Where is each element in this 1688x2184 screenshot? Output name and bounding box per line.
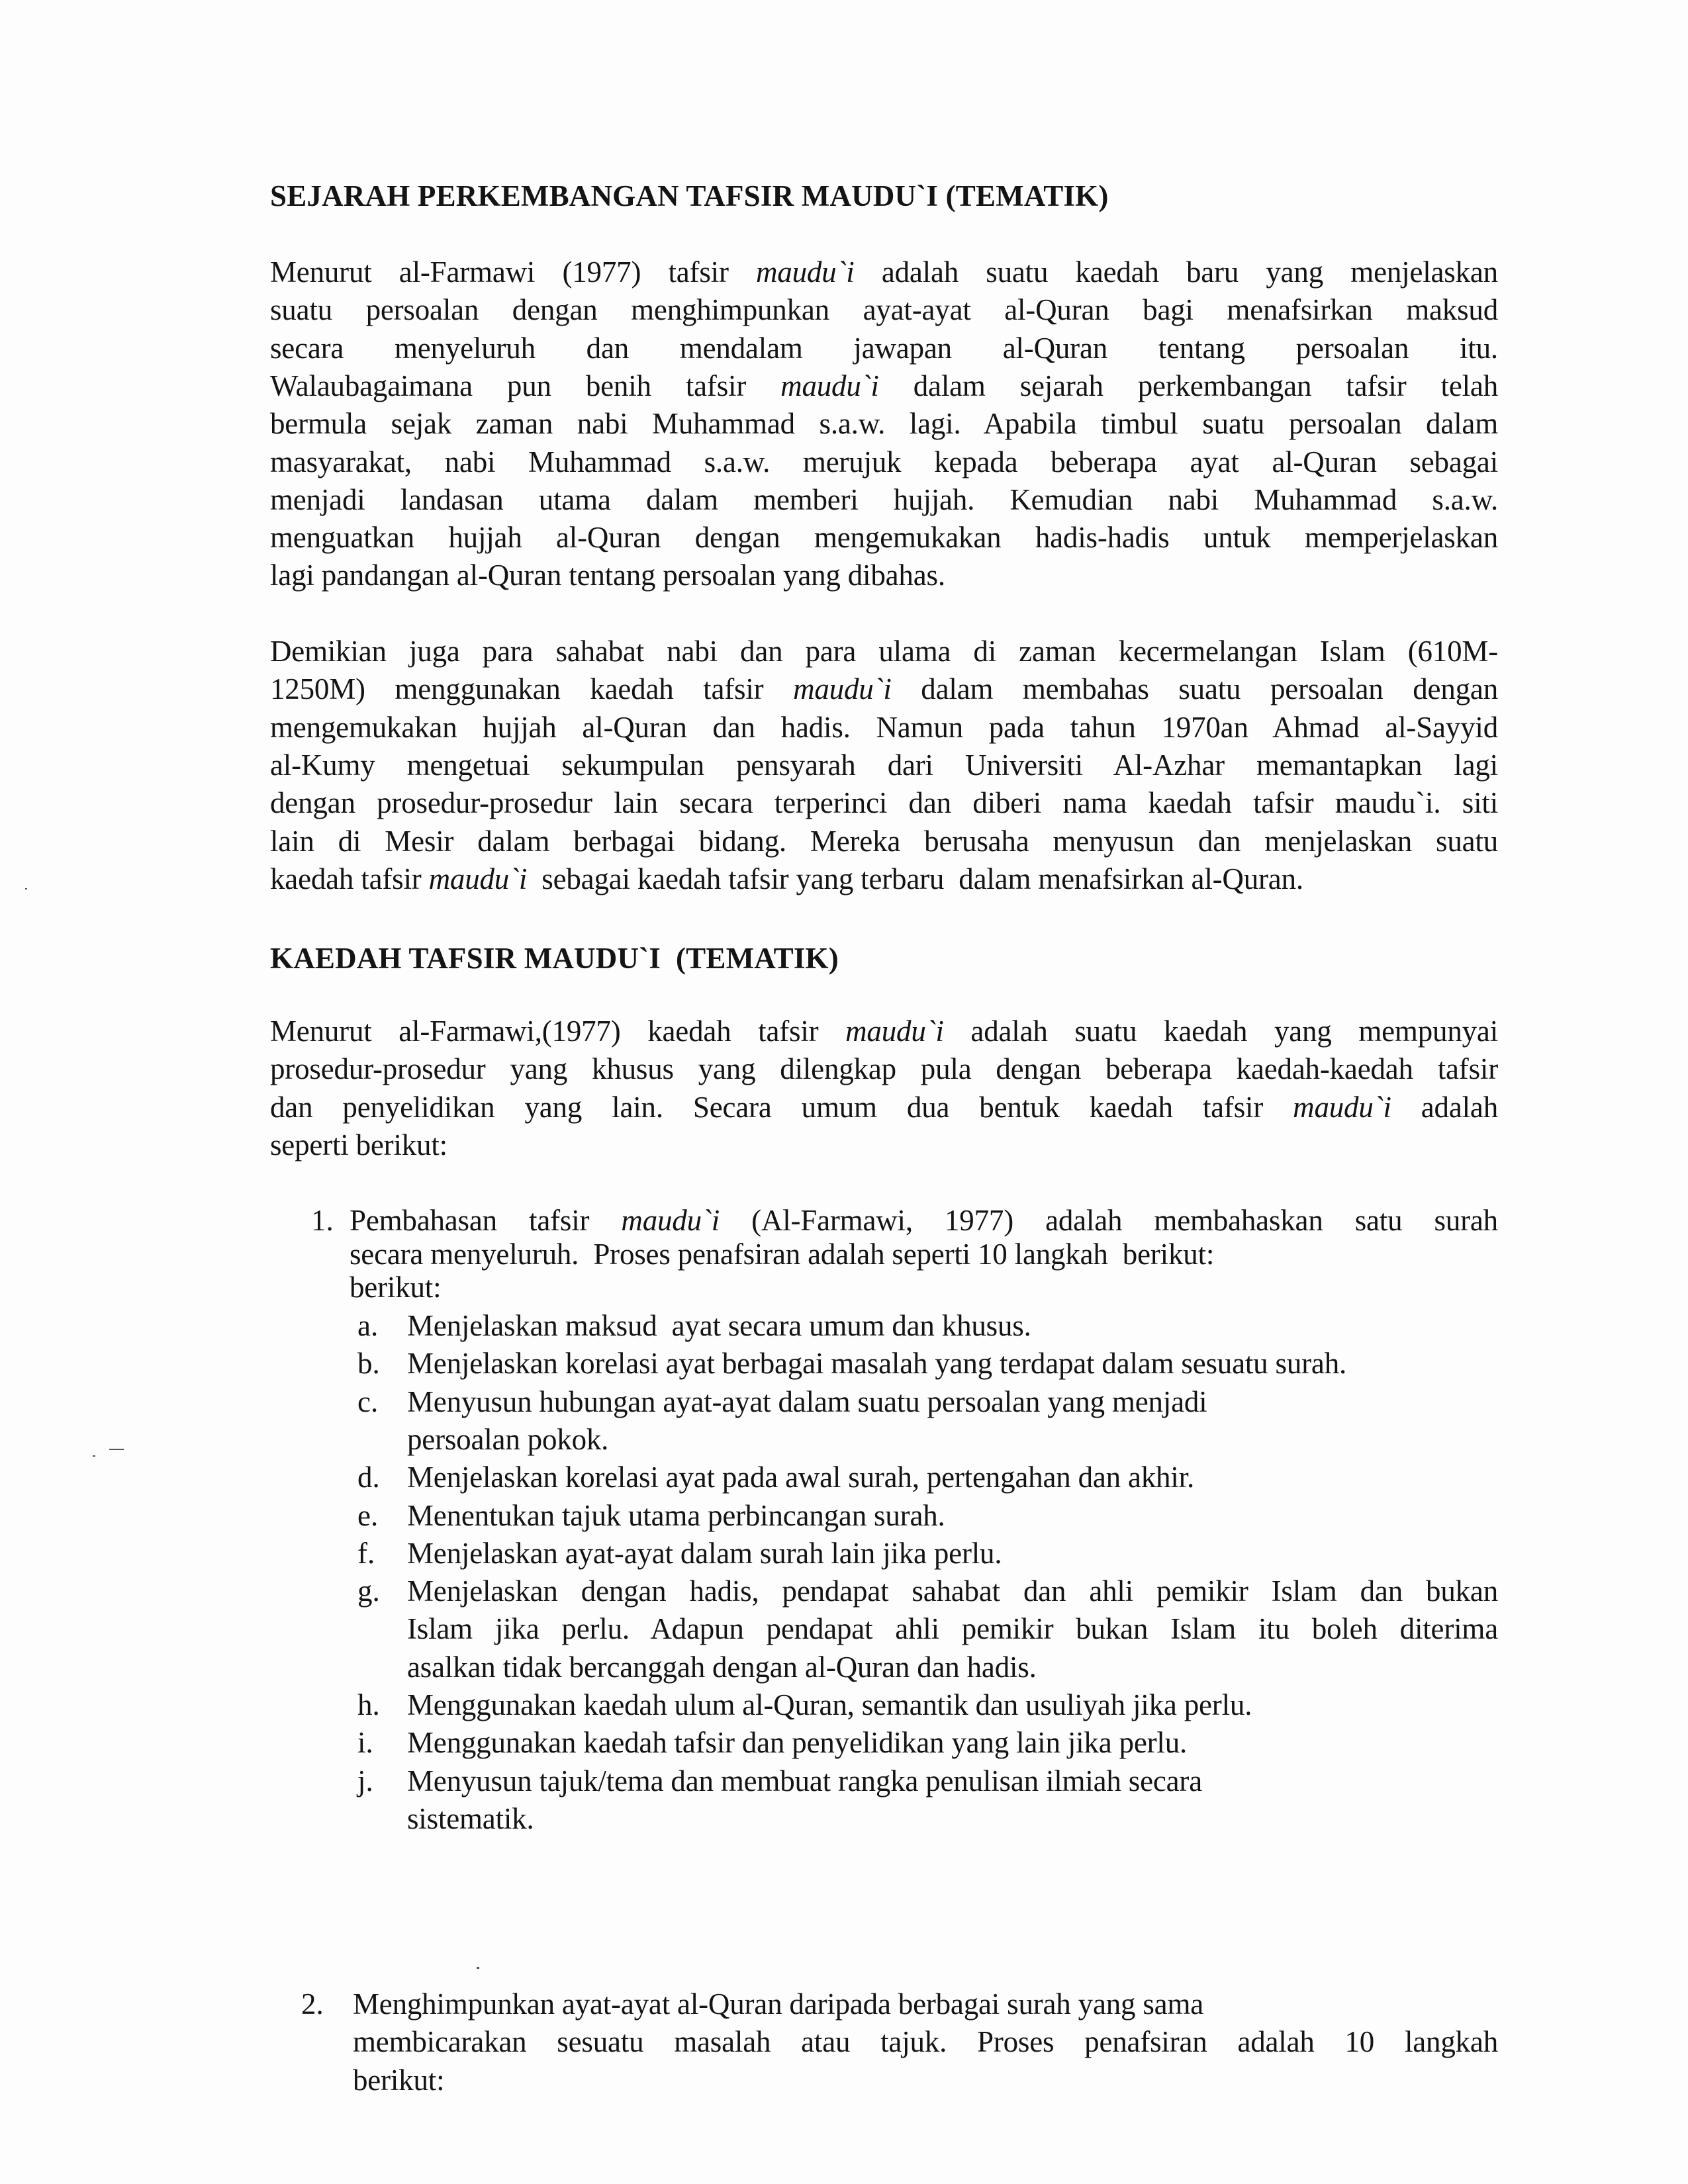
sub-list-item-line: Menggunakan kaedah ulum al-Quran, semantik dan usuliyah jika perlu.	[407, 1688, 1252, 1721]
sub-list-marker: a.	[357, 1309, 379, 1342]
text-segment: Pembahasan tafsir	[350, 1204, 622, 1237]
text-segment: berikut:	[353, 2063, 445, 2097]
paragraph-line	[270, 481, 1498, 518]
sub-list-item-line: sistematik.	[407, 1801, 534, 1835]
paragraph-line	[270, 443, 1498, 480]
sub-list-marker: f.	[357, 1536, 375, 1570]
paragraph-line	[270, 405, 1498, 442]
paragraph-line	[270, 823, 1498, 860]
italic-term: maudu`i	[621, 1204, 720, 1237]
text-segment: berikut:	[350, 1271, 442, 1304]
paragraph-line	[270, 519, 1498, 556]
scan-speck	[109, 1449, 124, 1450]
italic-term: maudu`i	[1293, 1090, 1391, 1124]
text-segment: lain di Mesir dalam berbagai bidang. Mereka berusaha menyusun dan menjelaskan suatu	[270, 824, 1498, 858]
text-segment: kaedah tafsir	[270, 862, 429, 895]
text-segment: Walaubagaimana pun benih tafsir	[270, 369, 781, 402]
text-segment: lagi pandangan al-Quran tentang persoalan yang dibahas.	[270, 559, 945, 592]
paragraph-line	[270, 253, 1498, 291]
text-segment: masyarakat, nabi Muhammad s.a.w. merujuk kepada beberapa ayat al-Quran sebagai	[270, 445, 1498, 478]
list-number: 1.	[311, 1204, 334, 1237]
text-segment: dalam membahas suatu persoalan dengan	[891, 672, 1498, 706]
list-item-line	[350, 1202, 1498, 1239]
text-segment: Menurut al-Farmawi (1977) tafsir	[270, 255, 756, 289]
text-segment: 1250M) menggunakan kaedah tafsir	[270, 672, 794, 706]
text-segment: secara menyeluruh. Proses penafsiran adalah seperti 10 langkah berikut:	[350, 1237, 1215, 1271]
sub-list-item-line: Menyusun tajuk/tema dan membuat rangka penulisan ilmiah secara	[407, 1764, 1202, 1797]
list-item-line	[350, 1236, 1214, 1273]
sub-list-item-line: Islam jika perlu. Adapun pendapat ahli pemikir bukan Islam itu boleh diterima	[407, 1612, 1498, 1646]
paragraph-line	[270, 1126, 447, 1163]
text-segment: menjadi landasan utama dalam memberi hujjah. Kemudian nabi Muhammad s.a.w.	[270, 482, 1498, 516]
sub-list-marker: b.	[357, 1347, 380, 1381]
scan-speck	[477, 1967, 479, 1969]
sub-list-item-line: Menjelaskan dengan hadis, pendapat sahabat dan ahli pemikir Islam dan bukan	[407, 1574, 1498, 1608]
text-segment: (Al-Farmawi, 1977) adalah membahaskan satu surah	[720, 1204, 1498, 1237]
paragraph-line	[270, 557, 945, 594]
scan-speck	[93, 1455, 95, 1457]
paragraph-line	[270, 291, 1498, 328]
sub-list-marker: e.	[357, 1498, 379, 1532]
text-segment: adalah	[1391, 1090, 1499, 1124]
text-segment: membicarakan sesuatu masalah atau tajuk. Proses penafsiran adalah 10 langkah	[353, 2025, 1498, 2059]
list-item-line	[350, 1269, 441, 1306]
paragraph-line	[270, 633, 1498, 670]
sub-list-item-line: Menggunakan kaedah tafsir dan penyelidikan yang lain jika perlu.	[407, 1726, 1188, 1760]
sub-list-item-line: Menjelaskan ayat-ayat dalam surah lain jika perlu.	[407, 1536, 1002, 1570]
sub-list-marker: d.	[357, 1461, 380, 1494]
italic-term: maudu`i	[755, 255, 855, 289]
paragraph-line	[270, 784, 1498, 821]
paragraph-line	[270, 1089, 1498, 1126]
sub-list-item-line: Menentukan tajuk utama perbincangan surah.	[407, 1498, 945, 1532]
paragraph-line	[270, 670, 1498, 707]
sub-list-item-line: Menjelaskan korelasi ayat berbagai masalah yang terdapat dalam sesuatu surah.	[407, 1347, 1347, 1381]
text-segment: Menghimpunkan ayat-ayat al-Quran daripada berbagai surah yang sama	[353, 1987, 1204, 2021]
paragraph-line	[270, 367, 1498, 404]
sub-list-item-line: persoalan pokok.	[407, 1422, 609, 1456]
sub-list-item-line: Menjelaskan maksud ayat secara umum dan khusus.	[407, 1309, 1031, 1342]
text-segment: dalam sejarah perkembangan tafsir telah	[878, 369, 1498, 402]
text-segment: Demikian juga para sahabat nabi dan para ulama di zaman kecermelangan Islam (610M-	[270, 635, 1498, 668]
text-segment: mengemukakan hujjah al-Quran dan hadis. Namun pada tahun 1970an Ahmad al-Sayyid	[270, 710, 1498, 744]
scan-speck	[25, 888, 27, 889]
section-heading-kaedah: KAEDAH TAFSIR MAUDU`I (TEMATIK)	[270, 942, 839, 975]
list-item-line	[353, 2023, 1498, 2060]
sub-list-marker: i.	[357, 1726, 373, 1760]
text-segment: adalah suatu kaedah baru yang menjelaskan	[854, 255, 1498, 289]
text-segment: suatu persoalan dengan menghimpunkan ayat-ayat al-Quran bagi menafsirkan maksud	[270, 293, 1498, 327]
sub-list-marker: c.	[357, 1385, 379, 1418]
paragraph-line	[270, 709, 1498, 746]
text-segment: adalah suatu kaedah yang mempunyai	[943, 1015, 1498, 1048]
list-number: 2.	[301, 1987, 324, 2021]
italic-term: maudu`i	[793, 672, 892, 706]
section-heading-sejarah: SEJARAH PERKEMBANGAN TAFSIR MAUDU`I (TEMATIK)	[270, 179, 1109, 212]
sub-list-item-line: Menyusun hubungan ayat-ayat dalam suatu persoalan yang menjadi	[407, 1385, 1207, 1418]
text-segment: sebagai kaedah tafsir yang terbaru dalam menafsirkan al-Quran.	[527, 862, 1303, 895]
text-segment: prosedur-prosedur yang khusus yang dilengkap pula dengan beberapa kaedah-kaedah tafsir	[270, 1052, 1498, 1086]
text-segment: Menurut al-Farmawi,(1977) kaedah tafsir	[270, 1015, 846, 1048]
sub-list-marker: h.	[357, 1688, 380, 1721]
text-segment: bermula sejak zaman nabi Muhammad s.a.w. lagi. Apabila timbul suatu persoalan dalam	[270, 407, 1498, 441]
text-segment: al-Kumy mengetuai sekumpulan pensyarah dari Universiti Al-Azhar memantapkan lagi	[270, 748, 1498, 782]
text-segment: dan penyelidikan yang lain. Secara umum dua bentuk kaedah tafsir	[270, 1090, 1293, 1124]
paragraph-line	[270, 1013, 1498, 1050]
text-segment: secara menyeluruh dan mendalam jawapan al-Quran tentang persoalan itu.	[270, 331, 1498, 365]
italic-term: maudu`i	[780, 369, 879, 402]
text-segment: seperti berikut:	[270, 1128, 447, 1161]
paragraph-line	[270, 747, 1498, 784]
italic-term: maudu`i	[428, 862, 528, 895]
list-item-line	[353, 1985, 1203, 2023]
text-segment: menguatkan hujjah al-Quran dengan mengemukakan hadis-hadis untuk memperjelaskan	[270, 521, 1498, 555]
list-item-line	[353, 2062, 444, 2099]
paragraph-line	[270, 330, 1498, 367]
sub-list-item-line: Menjelaskan korelasi ayat pada awal surah, pertengahan dan akhir.	[407, 1461, 1195, 1494]
sub-list-marker: j.	[357, 1764, 373, 1797]
paragraph-line	[270, 860, 1303, 897]
italic-term: maudu`i	[845, 1015, 944, 1048]
paragraph-line	[270, 1050, 1498, 1087]
text-segment: dengan prosedur-prosedur lain secara terperinci dan diberi nama kaedah tafsir maudu`i. siti	[270, 786, 1498, 820]
sub-list-item-line: asalkan tidak bercanggah dengan al-Quran dan hadis.	[407, 1650, 1037, 1684]
sub-list-marker: g.	[357, 1574, 380, 1608]
